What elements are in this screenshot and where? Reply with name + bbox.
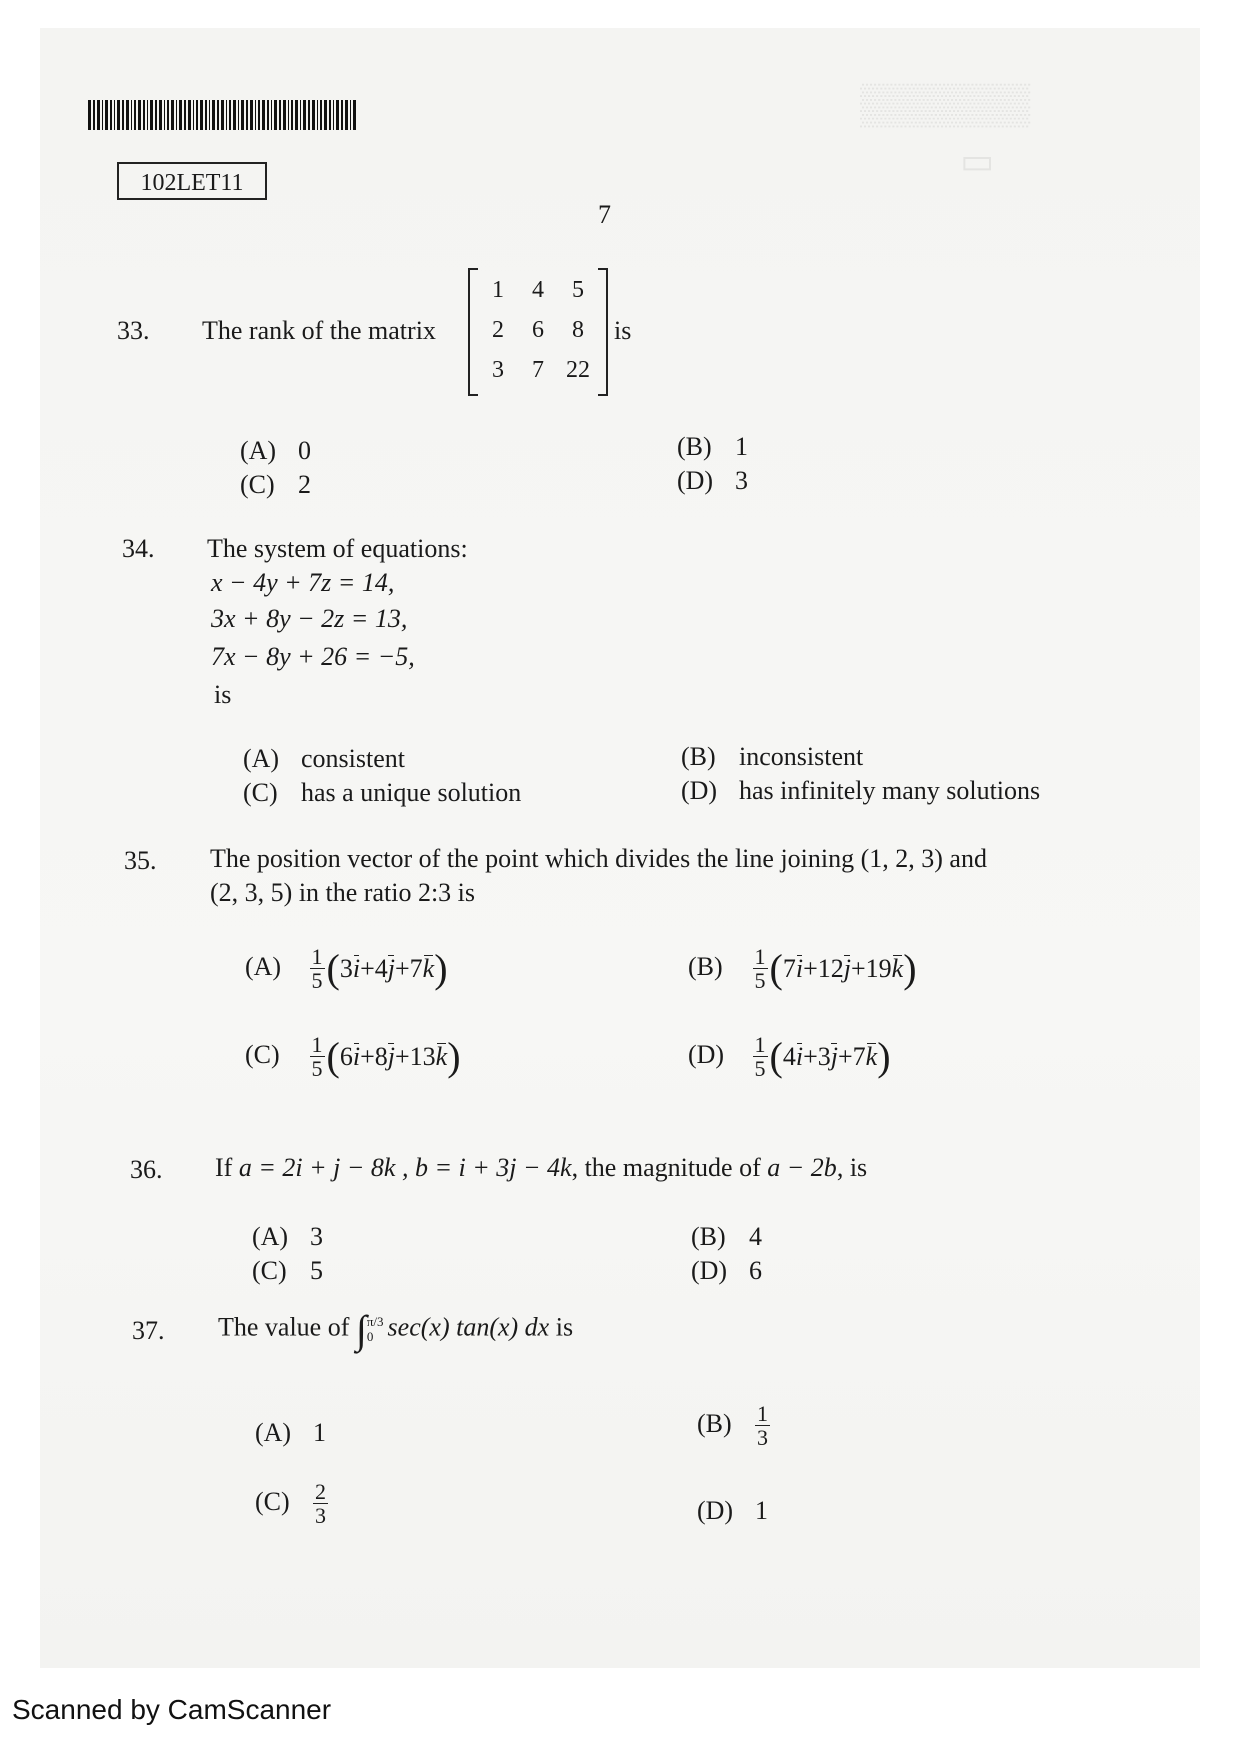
option-label: (B) — [677, 432, 712, 461]
coefficient: 12 — [817, 953, 844, 983]
option-label: (C) — [252, 1256, 287, 1285]
option-value: inconsistent — [739, 742, 864, 771]
matrix-cell: 8 — [572, 316, 584, 343]
option-label: (B) — [688, 951, 723, 981]
fraction-denominator: 5 — [754, 1056, 766, 1082]
question-text: The system of equations: — [207, 534, 468, 563]
fraction — [313, 1480, 328, 1527]
coefficient: 7 — [409, 953, 423, 983]
option-label: (A) — [255, 1418, 292, 1447]
fraction — [755, 1402, 770, 1449]
option-b — [681, 742, 863, 772]
question-text — [218, 1306, 573, 1353]
matrix-cell: 1 — [492, 276, 504, 303]
fraction-numerator: 1 — [311, 1032, 323, 1057]
fraction-numerator: 2 — [315, 1479, 326, 1504]
equation-line: 3x + 8y − 2z = 13, — [211, 604, 408, 633]
scanner-watermark: Scanned by CamScanner — [12, 1694, 332, 1725]
question-number: 35. — [124, 846, 157, 875]
matrix-cell: 6 — [532, 316, 544, 343]
option-value: 0 — [298, 436, 311, 465]
option-value: 6 — [749, 1256, 762, 1285]
matrix-bracket-right — [598, 268, 608, 396]
integral-upper-limit: π/3 — [366, 1314, 384, 1330]
coefficient: 3 — [339, 953, 353, 983]
bleed-through-mark: ▭ — [960, 141, 995, 181]
page-number: 7 — [598, 200, 611, 229]
option-label: (D) — [697, 1496, 734, 1525]
coefficient: 6 — [339, 1041, 353, 1071]
vector-a-definition: a = 2i + j − 8k , — [238, 1153, 409, 1182]
option-label: (C) — [255, 1486, 290, 1516]
option-d — [697, 1496, 768, 1526]
fraction-denominator: 5 — [754, 968, 766, 994]
bleed-through-mark: ▒▒▒▒▒▒ — [860, 81, 1031, 126]
coefficient: 13 — [409, 1041, 436, 1071]
integral-sign: ∫ — [355, 1307, 367, 1352]
option-label: (D) — [681, 776, 718, 805]
fraction-numerator: 1 — [754, 944, 766, 969]
matrix-cell: 22 — [566, 356, 590, 383]
coefficient: 3 — [817, 1041, 831, 1071]
option-c — [243, 778, 521, 808]
equation-line: x − 4y + 7z = 14, — [211, 568, 395, 597]
question-text: (2, 3, 5) in the ratio 2:3 is — [210, 878, 476, 907]
option-label: (C) — [243, 778, 278, 807]
question-number: 33. — [117, 316, 150, 345]
option-value: 3 — [735, 466, 748, 495]
option-c — [255, 1480, 330, 1527]
matrix-cell: 3 — [492, 356, 504, 383]
option-d: (D) $\frac{1}{5}$ (4i+3j+7k) — [688, 1032, 891, 1082]
option-a — [255, 1418, 326, 1448]
option-a: (A) $\frac{1}{5}$ (3i+4j+7k) — [245, 944, 448, 994]
fraction-denominator: 5 — [311, 968, 323, 994]
coefficient: 7 — [852, 1041, 866, 1071]
question-text-mid: , the magnitude of — [571, 1153, 761, 1182]
document-code-box: 102LET11 — [117, 162, 267, 200]
question-text: is — [614, 316, 632, 345]
fraction-denominator: 5 — [311, 1056, 323, 1082]
fraction-numerator: 1 — [757, 1401, 768, 1426]
coefficient: 8 — [374, 1041, 388, 1071]
option-label: (A) — [252, 1222, 289, 1251]
option-label: (A) — [245, 951, 282, 981]
coefficient: 4 — [782, 1041, 796, 1071]
fraction-numerator: 1 — [754, 1032, 766, 1057]
question-text: The position vector of the point which divides the line joining (1, 2, 3) and — [210, 844, 987, 873]
question-text-after: is — [555, 1312, 574, 1342]
option-label: (C) — [240, 470, 275, 499]
matrix-cell: 2 — [492, 316, 504, 343]
matrix-cell: 7 — [532, 356, 544, 383]
fraction — [753, 945, 768, 992]
integral-limits — [367, 1315, 384, 1344]
matrix — [468, 268, 608, 392]
option-b: (B) $\frac{1}{5}$ (7i+12j+19k) — [688, 944, 917, 994]
option-label: (A) — [240, 436, 277, 465]
coefficient: 19 — [865, 953, 892, 983]
option-value: 4 — [749, 1222, 762, 1251]
matrix-bracket-left — [468, 268, 478, 396]
option-value: has a unique solution — [301, 778, 522, 807]
option-label: (B) — [681, 742, 716, 771]
coefficient: 4 — [374, 953, 388, 983]
option-c — [240, 470, 311, 500]
question-number: 36. — [130, 1155, 163, 1184]
option-c: (C) $\frac{1}{5}$ (6i+8j+13k) — [245, 1032, 461, 1082]
question-text: The rank of the matrix — [202, 316, 436, 345]
matrix-cell: 4 — [532, 276, 544, 303]
option-value: 3 — [310, 1222, 323, 1251]
option-value: 1 — [313, 1418, 326, 1447]
option-d — [691, 1256, 762, 1286]
question-number: 34. — [122, 534, 155, 563]
question-text-if: If — [215, 1153, 233, 1182]
vector-b-definition: b = i + 3j − 4k — [414, 1153, 572, 1182]
integrand: sec(x) tan(x) dx — [387, 1312, 550, 1342]
fraction-denominator: 3 — [315, 1503, 326, 1529]
option-value: 5 — [310, 1256, 323, 1285]
option-value: 2 — [298, 470, 311, 499]
fraction-numerator: 1 — [311, 944, 323, 969]
option-b — [691, 1222, 762, 1252]
option-value: 1 — [735, 432, 748, 461]
option-d — [677, 466, 748, 496]
integral-lower-limit: 0 — [366, 1328, 374, 1344]
option-d — [681, 776, 1040, 806]
option-label: (A) — [243, 744, 280, 773]
coefficient: 7 — [782, 953, 796, 983]
option-label: (B) — [691, 1222, 726, 1251]
option-label: (D) — [688, 1039, 725, 1069]
target-expression: a − 2b — [767, 1153, 837, 1182]
option-c — [252, 1256, 323, 1286]
barcode-icon — [88, 100, 358, 130]
question-text-before: The value of — [218, 1312, 350, 1342]
option-value: 1 — [755, 1496, 768, 1525]
option-label: (C) — [245, 1039, 280, 1069]
question-text: is — [214, 680, 232, 709]
option-label: (B) — [697, 1408, 732, 1438]
option-value: has infinitely many solutions — [739, 776, 1041, 805]
question-text-end: , is — [836, 1153, 868, 1182]
option-label: (D) — [677, 466, 714, 495]
fraction — [310, 1033, 325, 1080]
option-a — [252, 1222, 323, 1252]
option-b — [677, 432, 748, 462]
question-number: 37. — [132, 1316, 165, 1345]
option-label: (D) — [691, 1256, 728, 1285]
equation-line: 7x − 8y + 26 = −5, — [211, 642, 415, 671]
option-b — [697, 1402, 772, 1449]
matrix-cell: 5 — [572, 276, 584, 303]
fraction — [310, 945, 325, 992]
option-value: consistent — [301, 744, 405, 773]
fraction-denominator: 3 — [757, 1425, 768, 1451]
question-text — [215, 1153, 867, 1183]
option-a — [243, 744, 405, 774]
fraction — [753, 1033, 768, 1080]
option-a — [240, 436, 311, 466]
